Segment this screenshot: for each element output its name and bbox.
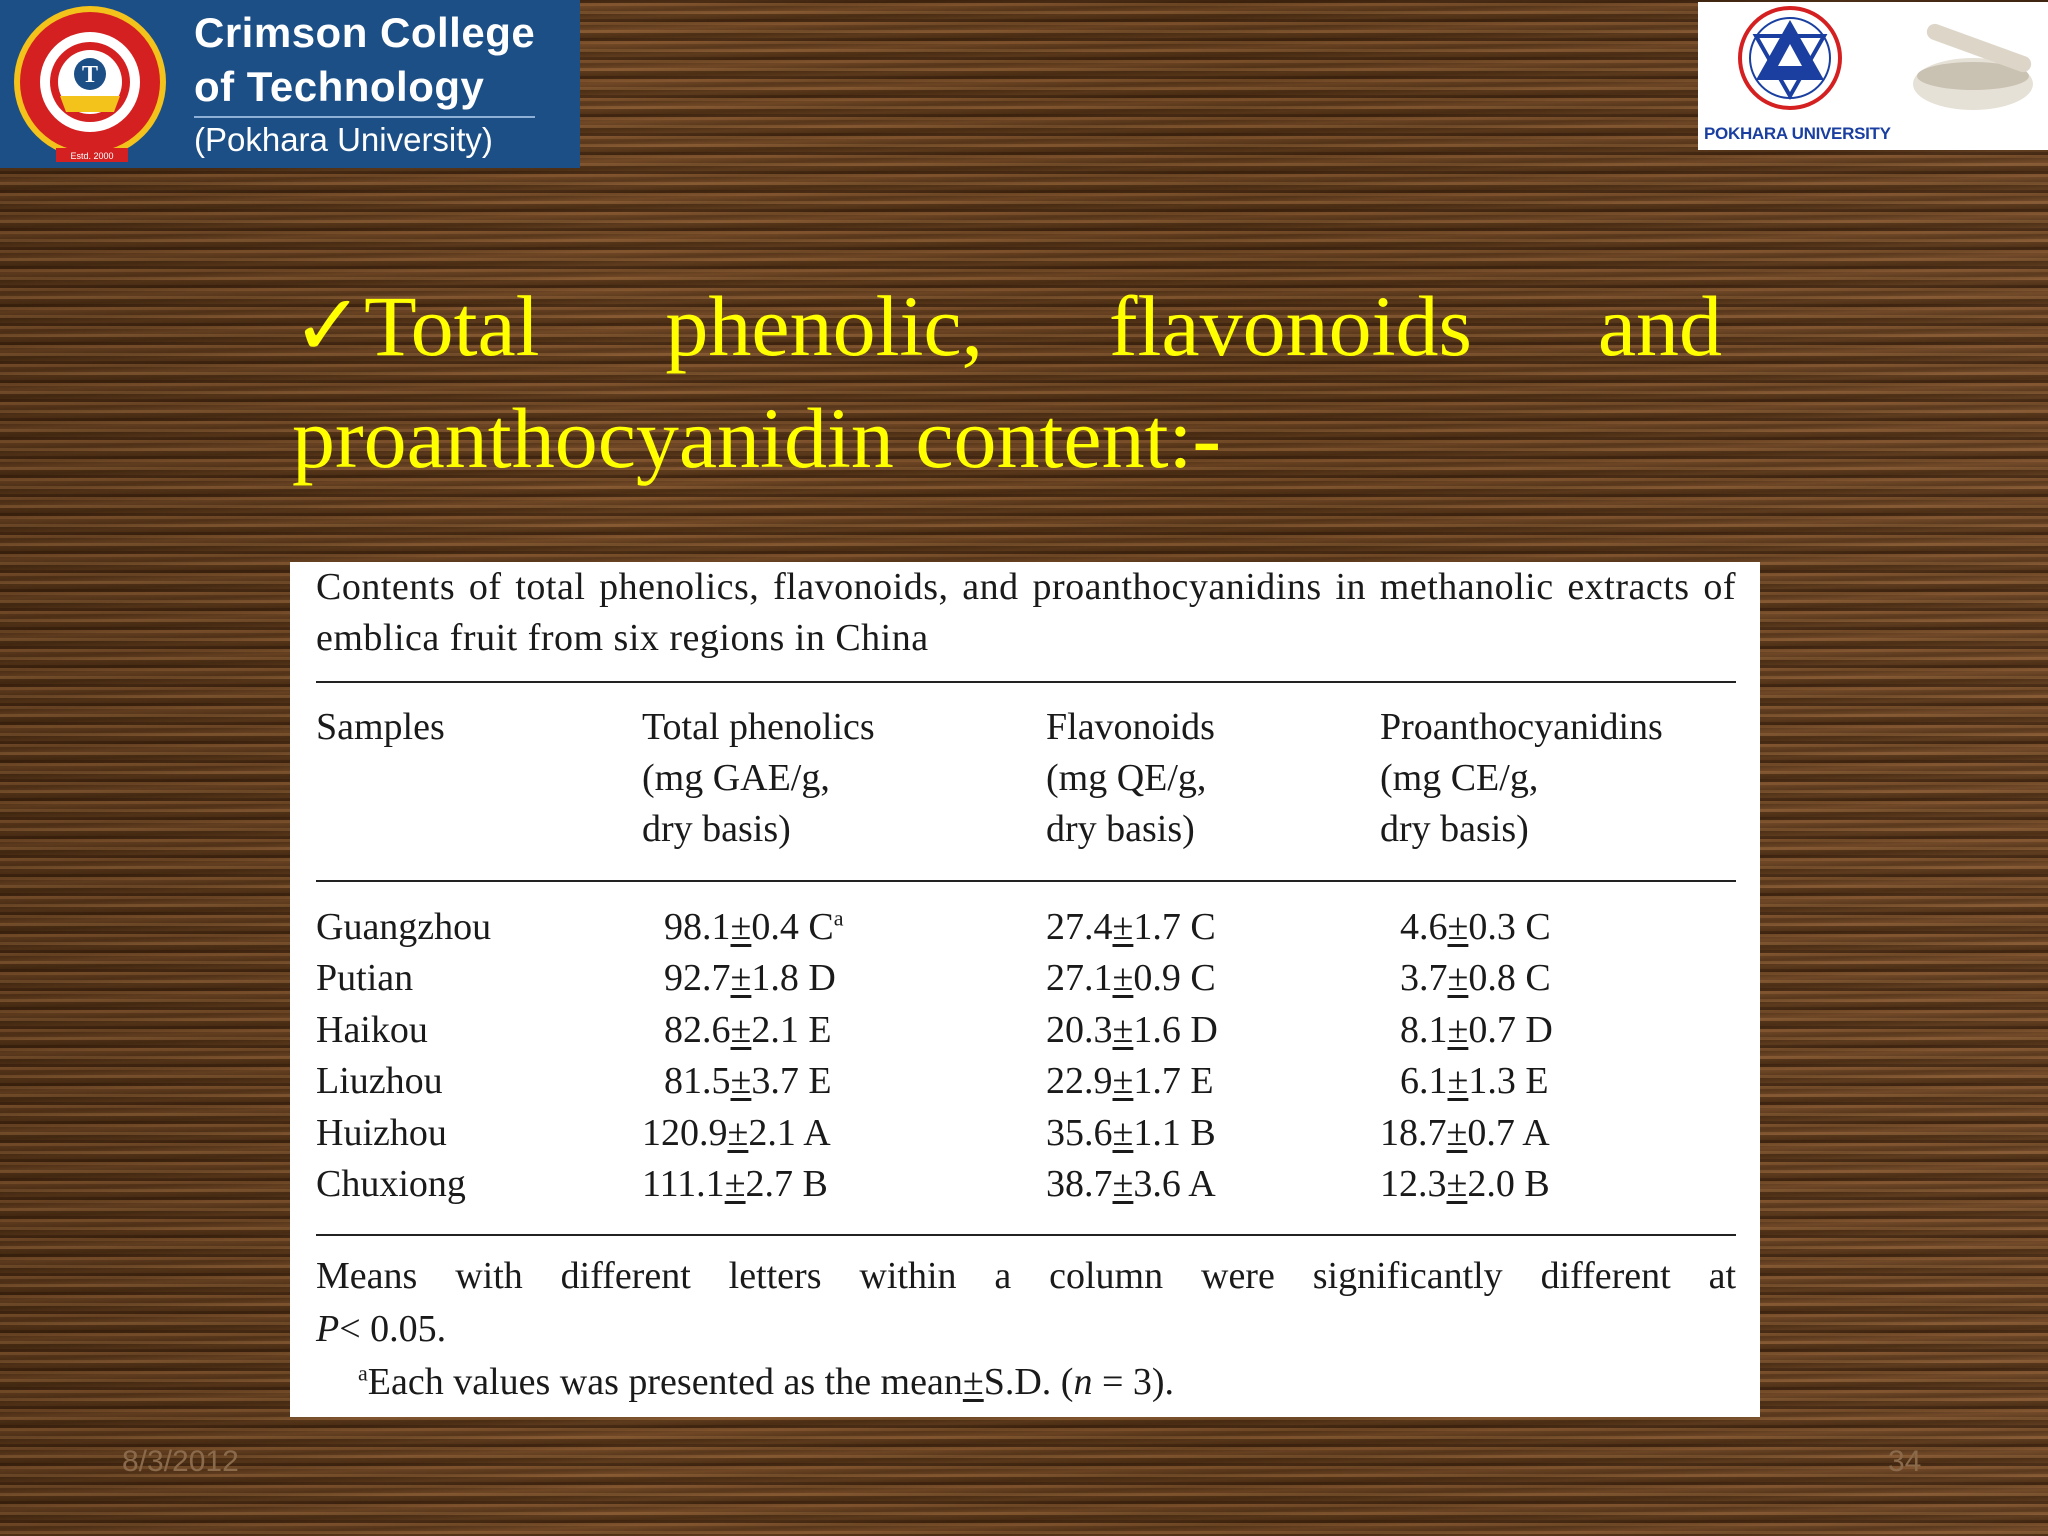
- svg-text:T: T: [81, 62, 99, 88]
- cell-sample: Huizhou: [316, 1112, 447, 1154]
- svg-text:Estd. 2000: Estd. 2000: [70, 151, 114, 161]
- title-word: phenolic,: [665, 278, 984, 374]
- cell-sample: Liuzhou: [316, 1060, 443, 1102]
- cell-sample: Putian: [316, 957, 414, 999]
- table-top-rule: [316, 681, 1736, 683]
- pokhara-university-logo: [1698, 2, 2048, 150]
- crimson-college-logo: [0, 0, 580, 168]
- title-word: flavonoids: [1108, 278, 1472, 374]
- cell-flavonoids: 22.9±1.7 E: [1046, 1060, 1214, 1102]
- cell-total-phenolics: 92.7±1.8 D: [664, 957, 836, 999]
- cell-flavonoids: 27.1±0.9 C: [1046, 957, 1216, 999]
- table-header-rule: [316, 880, 1736, 882]
- cell-proanthocyanidins: 8.1±0.7 D: [1400, 1009, 1553, 1051]
- slide-title: [292, 270, 1722, 494]
- header-total-phenolics: Total phenolics (mg GAE/g, dry basis): [642, 706, 875, 850]
- title-line2: proanthocyanidin content:-: [292, 390, 1221, 486]
- cell-total-phenolics: 82.6±2.1 E: [664, 1009, 832, 1051]
- cell-proanthocyanidins: 6.1±1.3 E: [1400, 1060, 1549, 1102]
- table-caption: Contents of total phenolics, flavonoids, and proanthocyanidins in methanolic extracts of emblica fruit from six regions in China: [316, 566, 1736, 659]
- cell-total-phenolics: 120.9±2.1 A: [642, 1112, 831, 1154]
- title-word: Total: [364, 278, 540, 374]
- header-proanthocyanidins: Proanthocyanidins (mg CE/g, dry basis): [1380, 706, 1663, 850]
- cell-total-phenolics: 111.1±2.7 B: [642, 1163, 828, 1205]
- cell-sample: Chuxiong: [316, 1163, 466, 1205]
- college-affiliation: (Pokhara University): [194, 116, 535, 162]
- cell-proanthocyanidins: 3.7±0.8 C: [1400, 957, 1551, 999]
- header-flavonoids: Flavonoids (mg QE/g, dry basis): [1046, 706, 1215, 850]
- crimson-seal-icon: [0, 0, 186, 168]
- cell-sample: Haikou: [316, 1009, 428, 1051]
- header-samples: Samples: [316, 706, 445, 748]
- cell-proanthocyanidins: 4.6±0.3 C: [1400, 906, 1551, 948]
- cell-total-phenolics: 81.5±3.7 E: [664, 1060, 832, 1102]
- slide-date: 8/3/2012: [122, 1445, 239, 1478]
- cell-flavonoids: 35.6±1.1 B: [1046, 1112, 1216, 1154]
- table-footnote: Means with different letters within a column were significantly different at P< 0.05. $^a$Each values was presented as the mean±S.D. (n = 3).: [316, 1255, 1736, 1403]
- university-emblem-icon: [1698, 2, 2048, 122]
- cell-total-phenolics: 98.1±0.4 $C^a$: [664, 905, 844, 948]
- cell-flavonoids: 20.3±1.6 D: [1046, 1009, 1218, 1051]
- cell-flavonoids: 27.4±1.7 C: [1046, 906, 1216, 948]
- cell-proanthocyanidins: 12.3±2.0 B: [1380, 1163, 1550, 1205]
- cell-proanthocyanidins: 18.7±0.7 A: [1380, 1112, 1550, 1154]
- checkmark-icon: ✓: [292, 278, 365, 374]
- college-name-line1: Crimson College: [194, 9, 536, 56]
- cell-flavonoids: 38.7±3.6 A: [1046, 1163, 1216, 1205]
- college-name-line2: of Technology: [194, 63, 485, 110]
- cell-sample: Guangzhou: [316, 906, 492, 948]
- data-table: [290, 562, 1760, 1417]
- slide-page-number: 34: [1888, 1445, 1922, 1478]
- pokhara-university-label: POKHARA UNIVERSITY: [1704, 124, 1891, 143]
- title-word: and: [1597, 278, 1722, 374]
- table-bottom-rule: [316, 1234, 1736, 1236]
